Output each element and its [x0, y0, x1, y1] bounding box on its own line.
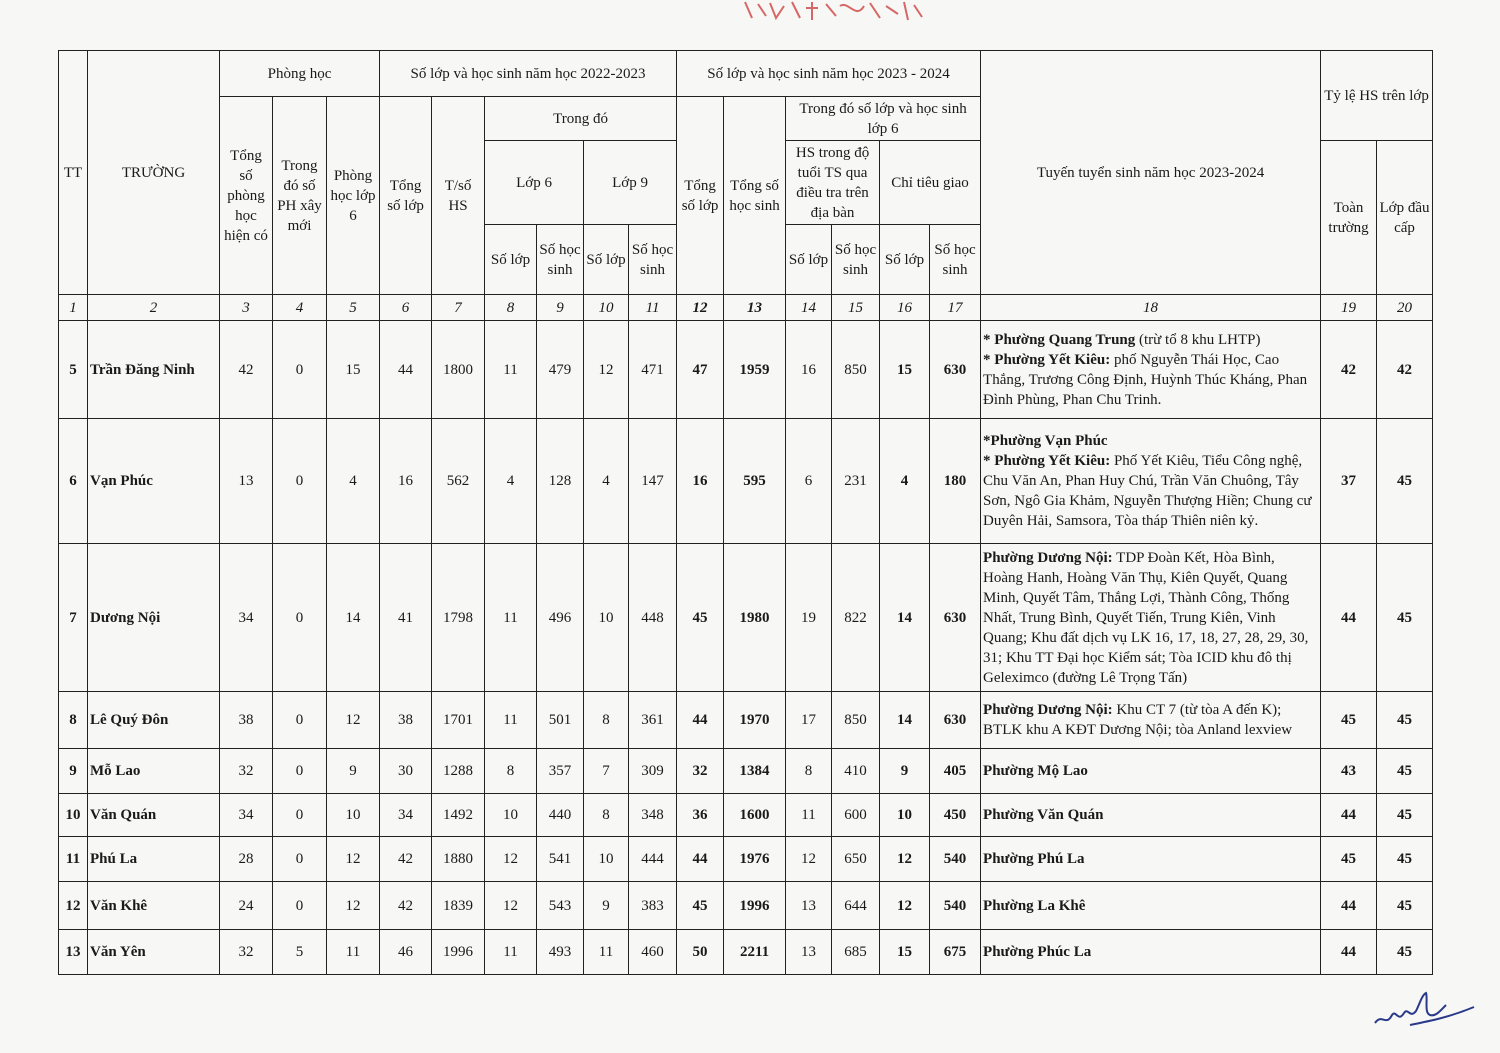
cell-c20: 42 [1377, 321, 1433, 419]
cell-c6: 30 [380, 749, 432, 794]
cell-c4: 0 [273, 544, 327, 692]
table-row [59, 692, 1433, 749]
cell-c5: 4 [327, 419, 380, 544]
cell-c17: 630 [930, 321, 981, 419]
header-trong-do-lop6: Trong đó số lớp và học sinh lớp 6 [786, 97, 981, 141]
enrollment-area [981, 794, 1321, 837]
cell-c14: 8 [786, 749, 832, 794]
cell-c10: 11 [584, 930, 629, 975]
cell-c4: 0 [273, 837, 327, 882]
area-ward: Phường La Khê [983, 897, 1086, 914]
enrollment-table [58, 50, 1433, 975]
column-number: 19 [1321, 295, 1377, 321]
cell-c11: 348 [629, 794, 677, 837]
enrollment-area [981, 837, 1321, 882]
column-number: 2 [88, 295, 220, 321]
cell-c10: 12 [584, 321, 629, 419]
cell-c17: 540 [930, 882, 981, 930]
area-ward: Phường Văn Quán [983, 807, 1104, 823]
header-truong: TRƯỜNG [88, 51, 220, 295]
cell-c12: 44 [677, 837, 724, 882]
cell-c5: 15 [327, 321, 380, 419]
row-tt: 8 [59, 692, 88, 749]
cell-c3: 24 [220, 882, 273, 930]
cell-c4: 0 [273, 882, 327, 930]
enrollment-area [981, 692, 1321, 749]
header-tong-so-lop-2023: Tổng số lớp [677, 97, 724, 295]
school-name: Vạn Phúc [88, 419, 220, 544]
area-detail: TDP Đoàn Kết, Hòa Bình, Hoàng Hanh, Hoàng Văn Thụ, Kiên Quyết, Quang Minh, Quyết Tâm, Thắng Lợi, Thành Công, Thống Nhất, Trung Bình, Quyết Tiến, Trung Kiên, Vinh Quang; Khu đất dịch vụ LK 16, 17, 18, 27, 28, 29, 30, 31; Khu TT Đại học Kiểm sát; Tòa ICID khu đô thị Geleximco (đường Lê Trọng Tấn) [983, 549, 1309, 686]
cell-c14: 13 [786, 930, 832, 975]
cell-c8: 10 [485, 794, 537, 837]
cell-c8: 8 [485, 749, 537, 794]
column-number: 10 [584, 295, 629, 321]
cell-c14: 17 [786, 692, 832, 749]
area-line [983, 849, 1318, 869]
area-ward: Phường Dương Nội: [983, 702, 1113, 718]
cell-c8: 11 [485, 692, 537, 749]
cell-c12: 44 [677, 692, 724, 749]
cell-c10: 4 [584, 419, 629, 544]
cell-c5: 11 [327, 930, 380, 975]
row-tt: 6 [59, 419, 88, 544]
cell-c9: 493 [537, 930, 584, 975]
school-name: Văn Khê [88, 882, 220, 930]
cell-c11: 147 [629, 419, 677, 544]
cell-c6: 46 [380, 930, 432, 975]
header-tong-so-hs-2023: Tổng số học sinh [724, 97, 786, 295]
cell-c5: 12 [327, 837, 380, 882]
header-ty-le: Tỷ lệ HS trên lớp [1321, 51, 1433, 141]
header-tuyen-sinh: Tuyến tuyển sinh năm học 2023-2024 [981, 51, 1321, 295]
header-tt: TT [59, 51, 88, 295]
row-tt: 13 [59, 930, 88, 975]
cell-c8: 4 [485, 419, 537, 544]
cell-c7: 562 [432, 419, 485, 544]
cell-c19: 45 [1321, 692, 1377, 749]
header-tong-so-lop-2022: Tổng số lớp [380, 97, 432, 295]
cell-c16: 14 [880, 544, 930, 692]
cell-c20: 45 [1377, 837, 1433, 882]
header-hs-trong-do-tuoi: HS trong độ tuổi TS qua điều tra trên địa bàn [786, 141, 880, 225]
table-row [59, 837, 1433, 882]
area-ward: * Phường Yết Kiêu: [983, 351, 1111, 368]
handwritten-signature [1370, 985, 1480, 1035]
column-number: 12 [677, 295, 724, 321]
cell-c11: 383 [629, 882, 677, 930]
cell-c19: 45 [1321, 837, 1377, 882]
cell-c14: 19 [786, 544, 832, 692]
enrollment-area [981, 321, 1321, 419]
cell-c19: 44 [1321, 882, 1377, 930]
cell-c9: 440 [537, 794, 584, 837]
cell-c14: 6 [786, 419, 832, 544]
cell-c17: 180 [930, 419, 981, 544]
cell-c20: 45 [1377, 692, 1433, 749]
header-so-hs-l6: Số học sinh [537, 225, 584, 295]
school-name: Văn Yên [88, 930, 220, 975]
cell-c14: 12 [786, 837, 832, 882]
cell-c7: 1996 [432, 930, 485, 975]
cell-c11: 448 [629, 544, 677, 692]
cell-c16: 10 [880, 794, 930, 837]
header-so-hs-chitieu: Số học sinh [930, 225, 981, 295]
cell-c20: 45 [1377, 794, 1433, 837]
table-body [59, 321, 1433, 975]
cell-c5: 12 [327, 882, 380, 930]
school-name: Lê Quý Đôn [88, 692, 220, 749]
area-line [983, 350, 1318, 410]
table-row [59, 419, 1433, 544]
cell-c19: 44 [1321, 930, 1377, 975]
cell-c20: 45 [1377, 544, 1433, 692]
cell-c17: 540 [930, 837, 981, 882]
table-row [59, 749, 1433, 794]
header-toan-truong: Toàn trường [1321, 141, 1377, 295]
cell-c13: 1976 [724, 837, 786, 882]
header-nam-2023: Số lớp và học sinh năm học 2023 - 2024 [677, 51, 981, 97]
column-number: 5 [327, 295, 380, 321]
cell-c15: 850 [832, 692, 880, 749]
header-nam-2022: Số lớp và học sinh năm học 2022-2023 [380, 51, 677, 97]
area-detail: Phố Yết Kiêu, Tiểu Công nghệ, Chu Văn An, Phan Huy Chú, Trần Văn Chuông, Tây Sơn, Ngô Gia Khảm, Nguyễn Thượng Hiền; Chung cư Duyên Hải, Samsora, Tòa tháp Thiên niên kỷ. [983, 453, 1312, 529]
cell-c8: 12 [485, 837, 537, 882]
cell-c12: 32 [677, 749, 724, 794]
cell-c10: 9 [584, 882, 629, 930]
cell-c19: 44 [1321, 544, 1377, 692]
cell-c19: 37 [1321, 419, 1377, 544]
header-trong-do: Trong đó [485, 97, 677, 141]
cell-c8: 12 [485, 882, 537, 930]
cell-c11: 460 [629, 930, 677, 975]
cell-c10: 10 [584, 544, 629, 692]
cell-c17: 450 [930, 794, 981, 837]
cell-c11: 444 [629, 837, 677, 882]
cell-c6: 42 [380, 837, 432, 882]
column-number: 6 [380, 295, 432, 321]
cell-c3: 13 [220, 419, 273, 544]
cell-c5: 14 [327, 544, 380, 692]
table-row [59, 930, 1433, 975]
cell-c6: 16 [380, 419, 432, 544]
cell-c10: 8 [584, 794, 629, 837]
row-tt: 5 [59, 321, 88, 419]
table-row [59, 321, 1433, 419]
cell-c7: 1800 [432, 321, 485, 419]
cell-c13: 1996 [724, 882, 786, 930]
cell-c6: 38 [380, 692, 432, 749]
cell-c20: 45 [1377, 930, 1433, 975]
column-number: 3 [220, 295, 273, 321]
column-number: 18 [981, 295, 1321, 321]
school-name: Dương Nội [88, 544, 220, 692]
cell-c15: 231 [832, 419, 880, 544]
enrollment-area [981, 544, 1321, 692]
cell-c7: 1839 [432, 882, 485, 930]
cell-c5: 9 [327, 749, 380, 794]
row-tt: 9 [59, 749, 88, 794]
cell-c17: 405 [930, 749, 981, 794]
cell-c15: 650 [832, 837, 880, 882]
cell-c15: 410 [832, 749, 880, 794]
area-ward: Phường Dương Nội: [983, 549, 1113, 566]
header-lop6: Lớp 6 [485, 141, 584, 225]
row-tt: 10 [59, 794, 88, 837]
area-line [983, 548, 1318, 688]
cell-c8: 11 [485, 544, 537, 692]
cell-c13: 1600 [724, 794, 786, 837]
area-detail: phố Nguyễn Thái Học, Cao Thắng, Trương Công Định, Huỳnh Thúc Kháng, Phan Đình Phùng, Phan Chu Trinh. [983, 351, 1308, 408]
table-row [59, 544, 1433, 692]
cell-c13: 595 [724, 419, 786, 544]
cell-c6: 41 [380, 544, 432, 692]
cell-c20: 45 [1377, 419, 1433, 544]
enrollment-area [981, 930, 1321, 975]
cell-c13: 2211 [724, 930, 786, 975]
school-name: Văn Quán [88, 794, 220, 837]
header-lop9: Lớp 9 [584, 141, 677, 225]
cell-c16: 14 [880, 692, 930, 749]
area-ward: Phường Phú La [983, 851, 1085, 867]
area-line [983, 761, 1318, 781]
cell-c17: 630 [930, 692, 981, 749]
column-number: 20 [1377, 295, 1433, 321]
column-number: 14 [786, 295, 832, 321]
cell-c9: 501 [537, 692, 584, 749]
cell-c15: 685 [832, 930, 880, 975]
header-ts-hs-2022: T/số HS [432, 97, 485, 295]
column-number: 17 [930, 295, 981, 321]
cell-c6: 44 [380, 321, 432, 419]
cell-c16: 15 [880, 930, 930, 975]
header-so-lop-chitieu: Số lớp [880, 225, 930, 295]
area-detail: Khu CT 7 (từ tòa A đến K); BTLK khu A KĐT Dương Nội; tòa Anland lexview [983, 702, 1293, 738]
cell-c4: 0 [273, 692, 327, 749]
area-ward: * Phường Quang Trung [983, 331, 1136, 348]
cell-c15: 822 [832, 544, 880, 692]
cell-c9: 543 [537, 882, 584, 930]
cell-c9: 496 [537, 544, 584, 692]
area-ward: * Phường Yết Kiêu: [983, 453, 1111, 469]
row-tt: 12 [59, 882, 88, 930]
cell-c7: 1288 [432, 749, 485, 794]
red-stamp-fragment [740, 0, 930, 22]
cell-c16: 4 [880, 419, 930, 544]
table-row [59, 794, 1433, 837]
cell-c9: 128 [537, 419, 584, 544]
cell-c19: 44 [1321, 794, 1377, 837]
header-so-hs-l9: Số học sinh [629, 225, 677, 295]
cell-c3: 34 [220, 544, 273, 692]
enrollment-area [981, 419, 1321, 544]
cell-c4: 0 [273, 321, 327, 419]
school-name: Mỗ Lao [88, 749, 220, 794]
school-name: Phú La [88, 837, 220, 882]
cell-c14: 13 [786, 882, 832, 930]
column-number: 15 [832, 295, 880, 321]
cell-c20: 45 [1377, 882, 1433, 930]
cell-c3: 32 [220, 930, 273, 975]
cell-c16: 9 [880, 749, 930, 794]
cell-c4: 0 [273, 749, 327, 794]
cell-c3: 42 [220, 321, 273, 419]
cell-c16: 15 [880, 321, 930, 419]
cell-c5: 10 [327, 794, 380, 837]
cell-c13: 1970 [724, 692, 786, 749]
cell-c5: 12 [327, 692, 380, 749]
area-line [983, 805, 1318, 825]
area-line [983, 896, 1318, 916]
column-number: 13 [724, 295, 786, 321]
cell-c11: 361 [629, 692, 677, 749]
header-so-hs-dotuoi: Số học sinh [832, 225, 880, 295]
header-lop-dau-cap: Lớp đầu cấp [1377, 141, 1433, 295]
cell-c7: 1880 [432, 837, 485, 882]
enrollment-area [981, 749, 1321, 794]
cell-c3: 28 [220, 837, 273, 882]
area-line [983, 431, 1318, 451]
cell-c7: 1701 [432, 692, 485, 749]
area-ward: Phường Mộ Lao [983, 763, 1088, 779]
cell-c20: 45 [1377, 749, 1433, 794]
cell-c4: 0 [273, 794, 327, 837]
header-phong-lop6: Phòng học lớp 6 [327, 97, 380, 295]
cell-c7: 1798 [432, 544, 485, 692]
cell-c19: 43 [1321, 749, 1377, 794]
cell-c19: 42 [1321, 321, 1377, 419]
cell-c13: 1959 [724, 321, 786, 419]
header-tong-so-phong: Tổng số phòng học hiện có [220, 97, 273, 295]
cell-c12: 36 [677, 794, 724, 837]
enrollment-area [981, 882, 1321, 930]
header-so-lop-dotuoi: Số lớp [786, 225, 832, 295]
cell-c9: 541 [537, 837, 584, 882]
cell-c17: 675 [930, 930, 981, 975]
cell-c12: 16 [677, 419, 724, 544]
cell-c11: 471 [629, 321, 677, 419]
column-number: 4 [273, 295, 327, 321]
table-row [59, 882, 1433, 930]
cell-c10: 10 [584, 837, 629, 882]
cell-c6: 42 [380, 882, 432, 930]
cell-c11: 309 [629, 749, 677, 794]
column-number: 8 [485, 295, 537, 321]
area-line [983, 330, 1318, 350]
area-line [983, 700, 1318, 740]
cell-c17: 630 [930, 544, 981, 692]
area-line [983, 451, 1318, 531]
cell-c10: 7 [584, 749, 629, 794]
cell-c12: 45 [677, 544, 724, 692]
cell-c13: 1384 [724, 749, 786, 794]
header-so-lop-l6: Số lớp [485, 225, 537, 295]
header-ph-xay-moi: Trong đó số PH xây mới [273, 97, 327, 295]
cell-c12: 50 [677, 930, 724, 975]
school-name: Trần Đăng Ninh [88, 321, 220, 419]
cell-c10: 8 [584, 692, 629, 749]
cell-c12: 45 [677, 882, 724, 930]
cell-c15: 850 [832, 321, 880, 419]
area-ward: *Phường Vạn Phúc [983, 433, 1108, 449]
column-number: 11 [629, 295, 677, 321]
cell-c8: 11 [485, 321, 537, 419]
column-number: 16 [880, 295, 930, 321]
header-chi-tieu-giao: Chỉ tiêu giao [880, 141, 981, 225]
area-ward: Phường Phúc La [983, 944, 1092, 960]
cell-c13: 1980 [724, 544, 786, 692]
cell-c6: 34 [380, 794, 432, 837]
cell-c12: 47 [677, 321, 724, 419]
cell-c8: 11 [485, 930, 537, 975]
row-tt: 11 [59, 837, 88, 882]
cell-c3: 32 [220, 749, 273, 794]
column-number-row [59, 295, 1433, 321]
cell-c3: 34 [220, 794, 273, 837]
column-number: 9 [537, 295, 584, 321]
cell-c9: 479 [537, 321, 584, 419]
cell-c4: 0 [273, 419, 327, 544]
area-detail: (trừ tổ 8 khu LHTP) [1135, 331, 1261, 348]
column-number: 7 [432, 295, 485, 321]
header-phong-hoc: Phòng học [220, 51, 380, 97]
area-line [983, 942, 1318, 962]
cell-c9: 357 [537, 749, 584, 794]
cell-c16: 12 [880, 837, 930, 882]
cell-c14: 11 [786, 794, 832, 837]
cell-c14: 16 [786, 321, 832, 419]
header-so-lop-l9: Số lớp [584, 225, 629, 295]
column-number: 1 [59, 295, 88, 321]
cell-c7: 1492 [432, 794, 485, 837]
cell-c15: 600 [832, 794, 880, 837]
row-tt: 7 [59, 544, 88, 692]
cell-c3: 38 [220, 692, 273, 749]
cell-c16: 12 [880, 882, 930, 930]
cell-c15: 644 [832, 882, 880, 930]
cell-c4: 5 [273, 930, 327, 975]
